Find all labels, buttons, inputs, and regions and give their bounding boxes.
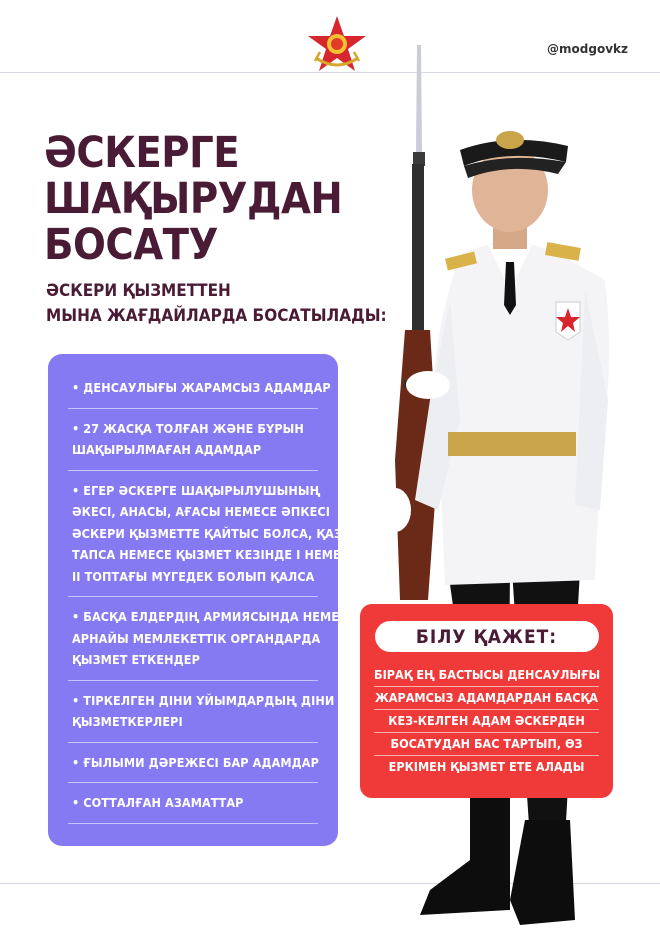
note-line: ЖАРАМСЫЗ АДАМДАРДАН БАСҚА: [374, 687, 599, 710]
list-item-line: • СОТТАЛҒАН АЗАМАТТАР: [72, 795, 244, 810]
list-item-line: ШАҚЫРЫЛМАҒАН АДАМДАР: [72, 442, 262, 457]
list-item: [68, 783, 318, 824]
list-item: [68, 681, 335, 743]
title-line: ӘСКЕРГЕ: [44, 128, 240, 178]
list-item-line: АРНАЙЫ МЕМЛЕКЕТТІК ОРГАНДАРДА: [72, 630, 321, 646]
note-panel: [360, 604, 613, 798]
list-item-line: • ДЕНСАУЛЫҒЫ ЖАРАМСЫЗ АДАМДАР: [72, 380, 331, 395]
page-title: [44, 130, 344, 268]
list-item: [68, 409, 318, 471]
list-item-line: ҚЫЗМЕТКЕРЛЕРІ: [72, 714, 183, 729]
list-item: [68, 368, 331, 409]
page-subtitle: [46, 279, 387, 329]
military-star-emblem-icon: [306, 14, 368, 76]
note-line: БОСАТУДАН БАС ТАРТЫП, ӨЗ: [374, 733, 599, 756]
title-line: БОСАТУ: [44, 220, 218, 270]
list-item-line: • ҒЫЛЫМИ ДӘРЕЖЕСІ БАР АДАМДАР: [72, 754, 319, 770]
subtitle-line: ӘСКЕРИ ҚЫЗМЕТТЕН: [46, 281, 231, 301]
note-text: [374, 664, 599, 778]
note-line: ЕРКІМЕН ҚЫЗМЕТ ЕТЕ АЛАДЫ: [388, 759, 585, 774]
note-line: БІРАҚ ЕҢ БАСТЫСЫ ДЕНСАУЛЫҒЫ: [374, 664, 599, 687]
note-heading: БІЛУ ҚАЖЕТ:: [375, 621, 599, 652]
list-item: [68, 471, 357, 598]
subtitle-line: МЫНА ЖАҒДАЙЛАРДА БОСАТЫЛАДЫ:: [46, 306, 387, 326]
exemption-list-panel: [48, 354, 357, 846]
social-handle: @modgovkz: [547, 42, 628, 56]
list-item: [68, 743, 318, 784]
title-line: ШАҚЫРУДАН: [44, 174, 343, 224]
list-item: [68, 597, 356, 681]
list-item-line: • БАСҚА ЕЛДЕРДІҢ АРМИЯСЫНДА НЕМЕСЕ: [72, 609, 356, 624]
list-item-line: • ЕГЕР ӘСКЕРГЕ ШАҚЫРЫЛУШЫНЫҢ: [72, 482, 321, 498]
list-item-line: • 27 ЖАСҚА ТОЛҒАН ЖӘНЕ БҰРЫН: [72, 420, 304, 436]
list-item-line: ІІ ТОПТАҒЫ МҮГЕДЕК БОЛЫП ҚАЛСА: [72, 568, 315, 584]
list-item-line: ӘСКЕРИ ҚЫЗМЕТТЕ ҚАЙТЫС БОЛСА, ҚАЗА: [72, 525, 351, 541]
list-item-line: ТАПСА НЕМЕСЕ ҚЫЗМЕТ КЕЗІНДЕ І НЕМЕСЕ: [72, 547, 357, 562]
soldier-illustration: [360, 40, 660, 935]
list-item-line: • ТІРКЕЛГЕН ДІНИ ҰЙЫМДАРДЫҢ ДІНИ: [72, 692, 335, 708]
list-item-line: ӘКЕСІ, АНАСЫ, АҒАСЫ НЕМЕСЕ ӘПКЕСІ: [72, 504, 331, 519]
note-line: КЕЗ-КЕЛГЕН АДАМ ӘСКЕРДЕН: [374, 710, 599, 733]
list-item-line: ҚЫЗМЕТ ЕТКЕНДЕР: [72, 652, 200, 667]
